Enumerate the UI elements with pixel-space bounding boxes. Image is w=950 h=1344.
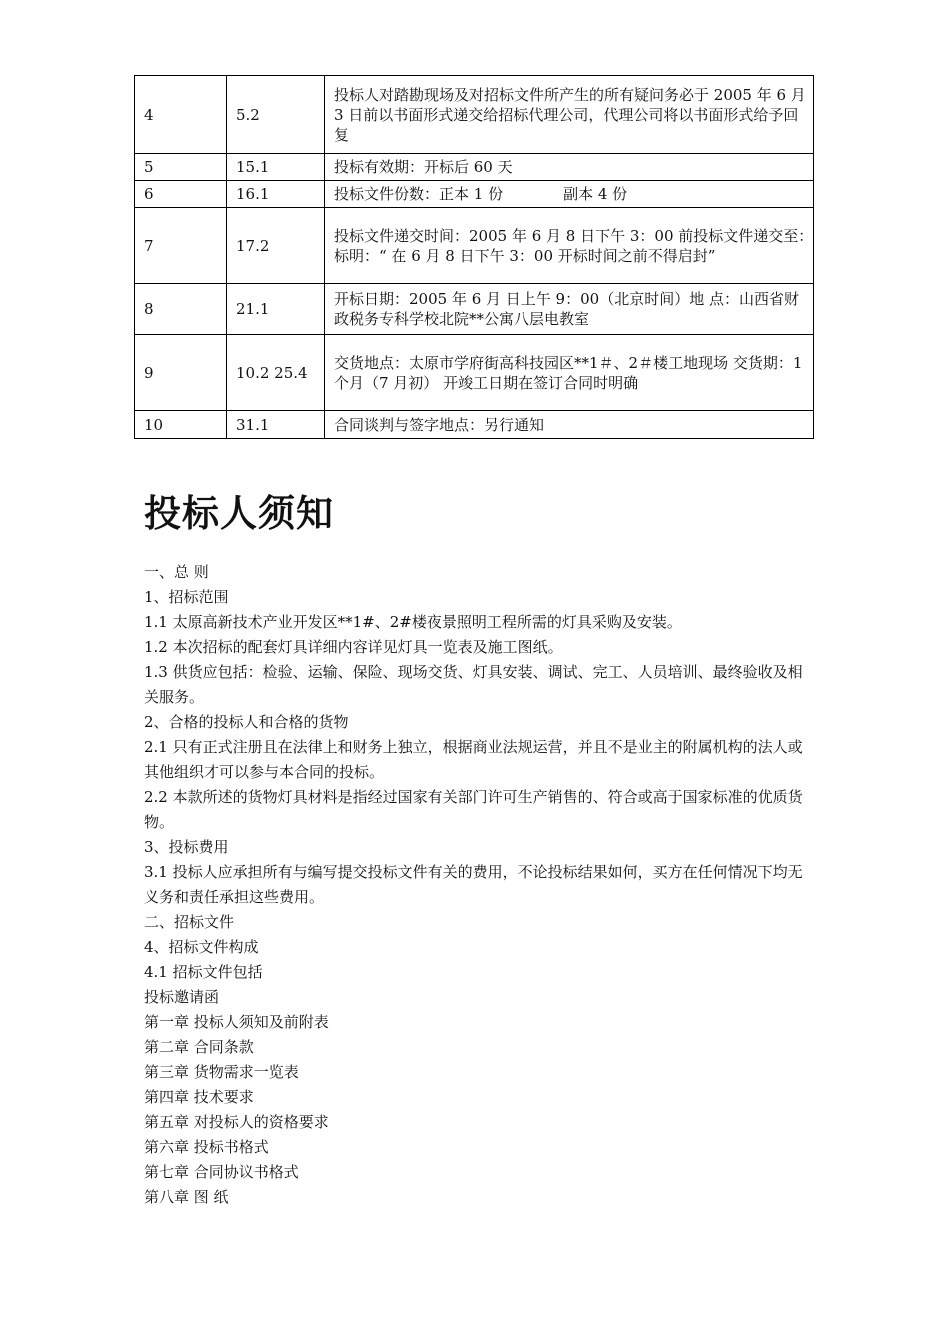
paragraph: 第五章 对投标人的资格要求: [144, 1113, 329, 1131]
paragraph: 1.3 供货应包括：检验、运输、保险、现场交货、灯具安装、调试、完工、人员培训、最终验收及相关服务。: [144, 663, 803, 706]
paragraph: 第二章 合同条款: [144, 1038, 254, 1056]
paragraph: 第六章 投标书格式: [144, 1138, 269, 1156]
paragraph: 一、总 则: [144, 563, 209, 581]
table-row: [135, 284, 814, 335]
section-heading: 投标人须知: [144, 492, 334, 535]
content-cell: 投标有效期：开标后 60 天: [325, 154, 814, 181]
paragraph: 1、招标范围: [144, 588, 229, 606]
paragraph: 2.1 只有正式注册且在法律上和财务上独立，根据商业法规运营，并且不是业主的附属机构的法人或其他组织才可以参与本合同的投标。: [144, 738, 803, 781]
row-number-cell: 4: [135, 76, 227, 154]
paragraph: 2.2 本款所述的货物灯具材料是指经过国家有关部门许可生产销售的、符合或高于国家标准的优质货物。: [144, 788, 803, 831]
row-number-cell: 5: [135, 154, 227, 181]
paragraph: 第四章 技术要求: [144, 1088, 254, 1106]
content-cell: 投标文件递交时间：2005 年 6 月 8 日下午 3：00 前投标文件递交至： 标明：“ 在 6 月 8 日下午 3：00 开标时间之前不得启封”: [325, 208, 814, 284]
paragraph: 3、投标费用: [144, 838, 229, 856]
content-cell: 合同谈判与签字地点：另行通知: [325, 411, 814, 439]
clause-number-cell: 17.2: [227, 208, 325, 284]
content-cell: 交货地点：太原市学府街高科技园区**1＃、2＃楼工地现场 交货期：1 个月（7 月初） 开竣工日期在签订合同时明确: [325, 335, 814, 411]
paragraph: 1.2 本次招标的配套灯具详细内容详见灯具一览表及施工图纸。: [144, 638, 563, 656]
bid-appendix-table: [134, 75, 821, 439]
paragraph: 1.1 太原高新技术产业开发区**1#、2#楼夜景照明工程所需的灯具采购及安装。: [144, 613, 682, 631]
paragraph: 二、招标文件: [144, 913, 235, 931]
instructions-body: [144, 560, 810, 1210]
table-row: [135, 76, 814, 154]
row-number-cell: 7: [135, 208, 227, 284]
paragraph: 3.1 投标人应承担所有与编写提交投标文件有关的费用，不论投标结果如何，买方在任何情况下均无义务和责任承担这些费用。: [144, 863, 803, 906]
table-row: [135, 154, 814, 181]
row-number-cell: 10: [135, 411, 227, 439]
row-number-cell: 8: [135, 284, 227, 335]
paragraph: 第七章 合同协议书格式: [144, 1163, 299, 1181]
paragraph: 第一章 投标人须知及前附表: [144, 1013, 329, 1031]
content-cell: 开标日期：2005 年 6 月 日上午 9：00（北京时间）地 点：山西省财政税务专科学校北院**公寓八层电教室: [325, 284, 814, 335]
row-number-cell: 6: [135, 181, 227, 208]
table-row: [135, 181, 814, 208]
clause-number-cell: 31.1: [227, 411, 325, 439]
paragraph: 第三章 货物需求一览表: [144, 1063, 299, 1081]
paragraph: 4.1 招标文件包括: [144, 963, 263, 981]
clause-number-cell: 5.2: [227, 76, 325, 154]
clause-number-cell: 10.2 25.4: [227, 335, 325, 411]
table-row: [135, 335, 814, 411]
paragraph: 2、合格的投标人和合格的货物: [144, 713, 349, 731]
clause-number-cell: 21.1: [227, 284, 325, 335]
content-cell: 投标文件份数：正本 1 份 副本 4 份: [325, 181, 814, 208]
paragraph: 第八章 图 纸: [144, 1188, 229, 1206]
paragraph: 投标邀请函: [144, 988, 220, 1006]
paragraph: 4、招标文件构成: [144, 938, 259, 956]
clause-number-cell: 15.1: [227, 154, 325, 181]
content-cell: 投标人对踏勘现场及对招标文件所产生的所有疑问务必于 2005 年 6 月 3 日前以书面形式递交给招标代理公司，代理公司将以书面形式给予回复: [325, 76, 814, 154]
clause-number-cell: 16.1: [227, 181, 325, 208]
row-number-cell: 9: [135, 335, 227, 411]
table-row: [135, 208, 814, 284]
table-row: [135, 411, 814, 439]
